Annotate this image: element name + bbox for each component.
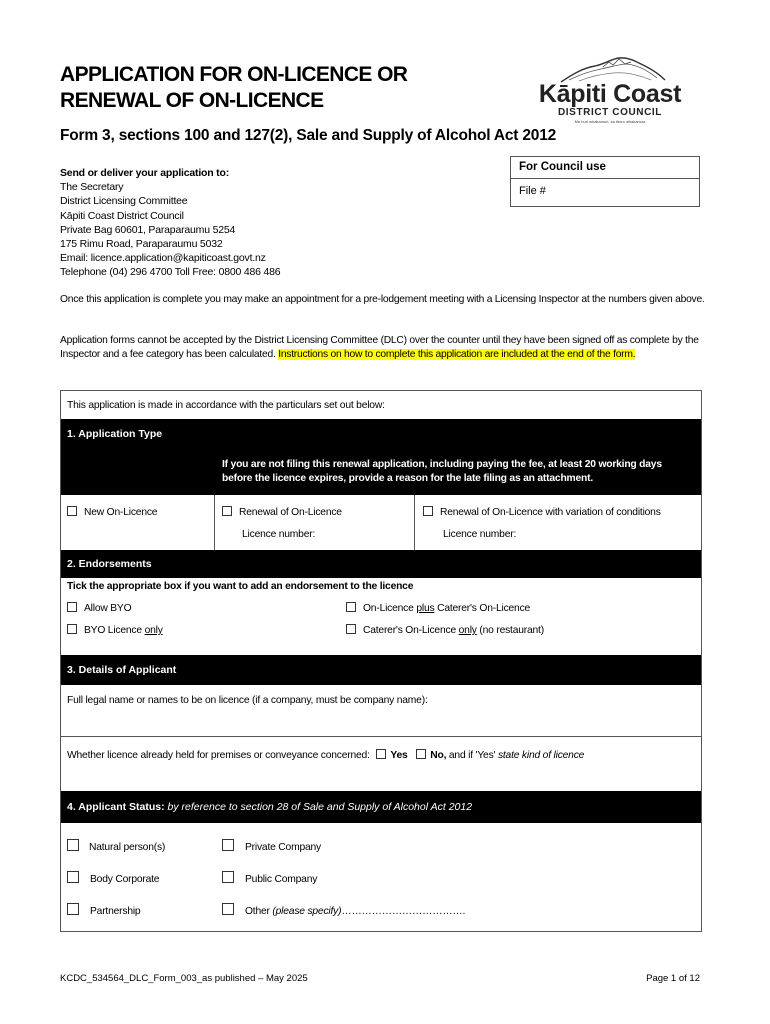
- page-title: APPLICATION FOR ON-LICENCE OR RENEWAL OF ON-LICENCE: [60, 63, 408, 112]
- document-reference: KCDC_534564_DLC_Form_003_as published – May 2025: [60, 973, 308, 984]
- private-company-checkbox[interactable]: [222, 839, 234, 851]
- licence-number-field[interactable]: Licence number:: [443, 529, 517, 540]
- legal-name-field[interactable]: Full legal name or names to be on licence (if a company, must be company name):: [67, 695, 428, 706]
- body-corporate-checkbox[interactable]: [67, 871, 79, 883]
- option-caterer-only[interactable]: Caterer's On-Licence only (no restaurant): [346, 624, 544, 636]
- renewal-checkbox[interactable]: [222, 506, 232, 516]
- option-other[interactable]: Other (please specify)……………………………….: [222, 903, 465, 917]
- council-use-box: [510, 156, 700, 207]
- address-line: Telephone (04) 296 4700 Toll Free: 0800 486 486: [60, 266, 281, 279]
- caterer-only-checkbox[interactable]: [346, 624, 356, 634]
- public-company-checkbox[interactable]: [222, 871, 234, 883]
- natural-person-checkbox[interactable]: [67, 839, 79, 851]
- address-line: Email: licence.application@kapiticoast.govt.nz: [60, 252, 266, 265]
- address-line: 175 Rimu Road, Paraparaumu 5032: [60, 238, 223, 251]
- address-line: Private Bag 60601, Paraparaumu 5254: [60, 223, 236, 236]
- option-body-corporate[interactable]: Body Corporate: [67, 871, 159, 885]
- council-use-heading: For Council use: [511, 157, 699, 179]
- option-renewal-variation[interactable]: Renewal of On-Licence with variation of conditions: [423, 506, 661, 518]
- option-public-company[interactable]: Public Company: [222, 871, 317, 885]
- section-4-header: 4. Applicant Status: by reference to section 28 of Sale and Supply of Alcohol Act 2012: [61, 791, 701, 823]
- send-heading: Send or deliver your application to:: [60, 167, 229, 179]
- address-line: The Secretary: [60, 181, 124, 194]
- form-subtitle: Form 3, sections 100 and 127(2), Sale and Supply of Alcohol Act 2012: [60, 127, 557, 144]
- new-licence-checkbox[interactable]: [67, 506, 77, 516]
- page-number: Page 1 of 12: [646, 973, 700, 984]
- section-2-header: 2. Endorsements: [61, 550, 701, 578]
- caterer-checkbox[interactable]: [346, 602, 356, 612]
- file-number-field[interactable]: File #: [519, 185, 546, 197]
- option-new-on-licence[interactable]: New On-Licence: [67, 506, 157, 518]
- logo-name: Kāpiti Coast: [538, 80, 682, 108]
- allow-byo-checkbox[interactable]: [67, 602, 77, 612]
- address-line: Kāpiti Coast District Council: [60, 209, 184, 222]
- particulars-text: This application is made in accordance with the particulars set out below:: [67, 400, 385, 411]
- option-natural-person[interactable]: Natural person(s): [67, 839, 165, 853]
- no-checkbox[interactable]: [416, 749, 426, 759]
- logo-subtitle: DISTRICT COUNCIL: [557, 107, 663, 118]
- other-checkbox[interactable]: [222, 903, 234, 915]
- address-line: District Licensing Committee: [60, 195, 188, 208]
- option-renewal[interactable]: Renewal of On-Licence: [222, 506, 342, 518]
- yes-checkbox[interactable]: [376, 749, 386, 759]
- section-1-header: 1. Application Type: [61, 419, 701, 449]
- intro-paragraph-2: Application forms cannot be accepted by the District Licensing Committee (DLC) over the counter until they have been signed off as complete by the Inspector and a fee category has been calculated. Instructions on how to complete this application are included at the end of the form.: [60, 335, 699, 360]
- send-address-block: [60, 166, 280, 280]
- option-partnership[interactable]: Partnership: [67, 903, 140, 917]
- endorsement-instruction: Tick the appropriate box if you want to add an endorsement to the licence: [67, 581, 414, 592]
- option-allow-byo[interactable]: Allow BYO: [67, 602, 131, 614]
- byo-licence-checkbox[interactable]: [67, 624, 77, 634]
- council-logo: [533, 56, 693, 124]
- section-3-header: 3. Details of Applicant: [61, 655, 701, 685]
- licence-number-field[interactable]: Licence number:: [242, 529, 316, 540]
- application-form: [60, 390, 702, 932]
- late-filing-notice: If you are not filing this renewal application, including paying the fee, at least 20 working days before the licence expires, provide a reason for the late filing as an attachment.: [61, 449, 701, 495]
- intro-paragraph-1: Once this application is complete you may make an appointment for a pre-lodgement meeting with a Licensing Inspector at the numbers given above.: [60, 294, 705, 305]
- logo-tagline: Me huri whakamuri, ka titoro whakamua: [574, 119, 646, 124]
- partnership-checkbox[interactable]: [67, 903, 79, 915]
- renewal-variation-checkbox[interactable]: [423, 506, 433, 516]
- licence-held-question: Whether licence already held for premises or conveyance concerned: Yes No, and if 'Yes' state kind of licence: [67, 750, 585, 761]
- option-caterer[interactable]: On-Licence plus Caterer's On-Licence: [346, 602, 530, 614]
- option-byo-licence[interactable]: BYO Licence only: [67, 624, 163, 636]
- option-private-company[interactable]: Private Company: [222, 839, 321, 853]
- instructions-highlight: Instructions on how to complete this application are included at the end of the form.: [278, 349, 636, 360]
